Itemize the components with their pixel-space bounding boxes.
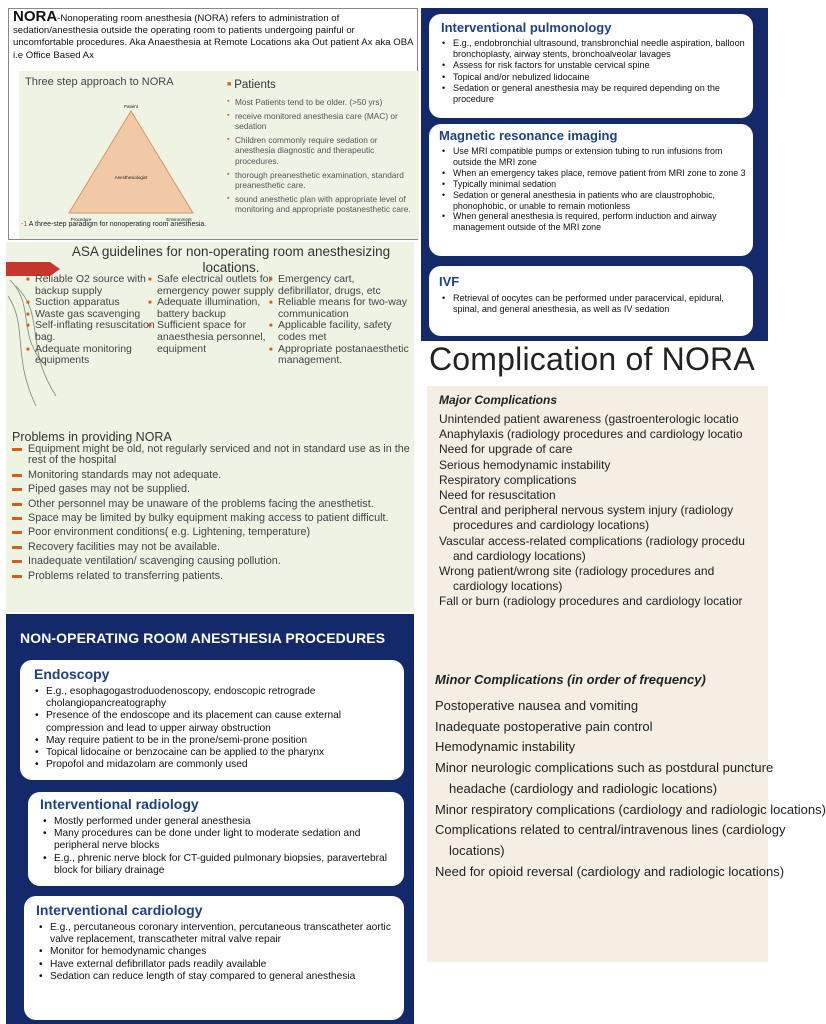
triangle-label-anesthesiologist: Anesthesiologist xyxy=(114,175,148,180)
three-step-triangle xyxy=(61,93,201,223)
list-item: ▬ Other personnel may be unaware of the problems facing the anesthetist. xyxy=(12,499,410,510)
minor-complications-list xyxy=(435,696,826,882)
radiology-title: Interventional radiology xyxy=(40,796,199,812)
mri-card xyxy=(429,124,753,256)
mri-list xyxy=(441,146,751,233)
triangle-label-patient: Patient xyxy=(123,104,139,109)
list-item: • Propofol and midazolam are commonly used xyxy=(34,759,396,771)
list-item: • Topical and/or nebulized lidocaine xyxy=(441,72,749,83)
list-item: • Sedation or general anesthesia in patients who are claustrophobic, phonophobic, or unable to remain motionless xyxy=(441,190,751,212)
list-item: ■ Suction apparatus xyxy=(26,297,156,309)
list-item: ■ Adequate monitoring equipments xyxy=(26,344,156,367)
problems-list xyxy=(12,444,410,585)
three-step-slide xyxy=(19,71,419,239)
list-item: Unintended patient awareness (gastroenterologic locatio xyxy=(439,412,739,426)
pulmonology-list xyxy=(441,38,749,105)
problems-title: Problems in providing NORA xyxy=(12,430,172,444)
list-item: procedures and cardiology locations) xyxy=(453,518,650,533)
list-item: Inadequate postoperative pain control xyxy=(435,718,653,734)
list-item: • Presence of the endoscope and its placement can cause external compression and lead to upper airway obstruction xyxy=(34,710,396,734)
list-item: • Have external defibrillator pads readily available xyxy=(38,959,398,971)
list-item: ▪ sound anesthetic plan with appropriate level of monitoring and appropriate postanesthetic care. xyxy=(227,194,417,215)
list-item: ■ Waste gas scavenging xyxy=(26,309,156,321)
list-item: Vascular access-related complications (radiology procedu xyxy=(439,533,745,548)
nora-acronym: NORA xyxy=(13,8,58,25)
list-item: Need for upgrade of care xyxy=(439,442,573,457)
list-item: ■ Applicable facility, safety codes met xyxy=(269,320,411,343)
list-item: ▬ Recovery facilities may not be available. xyxy=(12,542,410,553)
list-item: Fall or burn (radiology procedures and cardiology locatior xyxy=(439,594,743,609)
nora-definition: -Nonoperating room anesthesia (NORA) refers to administration of sedation/anesthesia outside the operating room to patients undergoing painful or uncomfortable procedures. Aka Anaesthesia at Remote Locations aka Out patient Ax aka OBA i.e Office Based Ax xyxy=(13,13,413,61)
pulmonology-card xyxy=(429,14,753,118)
list-item: and cardiology locations) xyxy=(453,548,586,563)
list-item: Hemodynamic instability xyxy=(435,739,576,755)
list-item: ▪ receive monitored anesthesia care (MAC) or sedation xyxy=(227,111,417,132)
list-item: ■ Appropriate postanaesthetic management. xyxy=(269,344,411,367)
list-item: Minor respiratory complications (cardiology and radiologic locations) xyxy=(435,801,826,817)
list-item: Need for opioid reversal (cardiology and radiologic locations) xyxy=(435,863,785,879)
ivf-card xyxy=(429,266,753,336)
nora-intro-text xyxy=(13,8,417,62)
list-item: ▬ Space may be limited by bulky equipment making access to patient difficult. xyxy=(12,513,410,524)
procedures-title: NON-OPERATING ROOM ANESTHESIA PROCEDURES xyxy=(20,630,386,646)
list-item: • E.g., esophagogastroduodenoscopy, endoscopic retrograde cholangiopancreatography xyxy=(34,686,396,710)
procedures-panel-right xyxy=(421,8,768,341)
list-item: ■ Self-inflating resuscitation bag. xyxy=(26,320,156,343)
list-item: cardiology locations) xyxy=(453,579,563,594)
major-complications-box xyxy=(427,386,826,962)
list-item: Need for resuscitation xyxy=(439,488,556,503)
list-item: • E.g., phrenic nerve block for CT-guided pulmonary biopsies, paravertebral block for biliary drainage xyxy=(42,853,398,877)
list-item: ▬ Problems related to transferring patients. xyxy=(12,571,410,582)
minor-complications-heading: Minor Complications (in order of frequency) xyxy=(435,672,706,687)
list-item: • Typically minimal sedation xyxy=(441,179,751,190)
list-item: • Assess for risk factors for unstable cervical spine xyxy=(441,60,749,71)
list-item: ▬ Equipment might be old, not regularly serviced and not in standard use as in the rest of the hospital xyxy=(12,444,410,467)
list-item: • Many procedures can be done under light to moderate sedation and peripheral nerve blocks xyxy=(42,828,398,852)
list-item: • May require patient to be in the prone/semi-prone position xyxy=(34,735,396,747)
endoscopy-card xyxy=(20,660,404,780)
asa-title: ASA guidelines for non-operating room anesthesizing locations. xyxy=(71,244,391,275)
asa-column-2 xyxy=(148,274,274,355)
ivf-title: IVF xyxy=(439,274,460,289)
list-item: Minor neurologic complications such as postdural puncture xyxy=(435,760,774,776)
list-item: ▬ Piped gases may not be supplied. xyxy=(12,484,410,495)
list-item: • Monitor for hemodynamic changes xyxy=(38,946,398,958)
pulmonology-title: Interventional pulmonology xyxy=(441,20,612,35)
list-item: Respiratory complications xyxy=(439,472,577,487)
list-item: ▪ Most Patients tend to be older. (>50 yrs) xyxy=(227,97,417,108)
list-item: ■ Sufficient space for anaesthesia personnel, equipment xyxy=(148,320,274,355)
list-item: ■ Adequate illumination, battery backup xyxy=(148,297,274,320)
mri-title: Magnetic resonance imaging xyxy=(439,128,618,143)
major-complications-heading: Major Complications xyxy=(439,393,558,407)
patients-list xyxy=(227,97,417,218)
ivf-list xyxy=(441,293,741,315)
cardiology-list xyxy=(38,922,398,983)
procedures-panel xyxy=(6,614,414,1024)
list-item: ▬ Poor environment conditions( e.g. Lightening, temperature) xyxy=(12,527,410,538)
list-item: • Sedation can reduce length of stay compared to general anesthesia xyxy=(38,971,398,983)
radiology-list xyxy=(42,816,398,877)
triangle-label-environment: Environment xyxy=(166,217,192,222)
list-item: Anaphylaxis (radiology procedures and cardiology locatio xyxy=(439,427,743,442)
caption-text: A three-step paradigm for nonoperating room anesthesia. xyxy=(27,221,207,228)
figure-caption xyxy=(21,221,206,228)
list-item: • Topical lidocaine or benzocaine can be applied to the pharynx xyxy=(34,747,396,759)
list-item: ▬ Monitoring standards may not adequate. xyxy=(12,470,410,481)
list-item: • When general anesthesia is required, perform induction and airway management outside of the MRI zone xyxy=(441,211,751,233)
list-item: Wrong patient/wrong site (radiology procedures and xyxy=(439,564,715,579)
list-item: Postoperative nausea and vomiting xyxy=(435,698,639,713)
list-item: ■ Reliable O2 source with backup supply xyxy=(26,274,156,297)
list-item: • Use MRI compatible pumps or extension tubing to run infusions from outside the MRI zone xyxy=(441,146,751,168)
asa-guidelines-panel xyxy=(6,242,414,414)
complications-panel xyxy=(427,341,826,1024)
radiology-card xyxy=(28,792,404,886)
list-item: • Mostly performed under general anesthesia xyxy=(42,816,398,828)
patients-heading: ■ Patients xyxy=(227,79,276,91)
list-item: • Sedation or general anesthesia may be required depending on the procedure xyxy=(441,83,749,105)
list-item: Central and peripheral nervous system injury (radiology xyxy=(439,503,734,518)
list-item: • E.g., endobronchial ultrasound, transbronchial needle aspiration, balloon bronchoplasty, airway stents, bronchoalveolar lavages xyxy=(441,38,749,60)
list-item: Complications related to central/intravenous lines (cardiology xyxy=(435,822,786,838)
major-complications-list xyxy=(439,412,768,610)
three-step-title: Three step approach to NORA xyxy=(25,76,174,88)
triangle-shape xyxy=(69,111,193,213)
endoscopy-list xyxy=(34,686,396,771)
endoscopy-title: Endoscopy xyxy=(34,666,110,682)
cardiology-title: Interventional cardiology xyxy=(36,902,203,918)
asa-column-1 xyxy=(26,274,156,367)
list-item: ■ Reliable means for two-way communication xyxy=(269,297,411,320)
list-item: ▪ thorough preanesthetic examination, standard preanesthetic care. xyxy=(227,170,417,191)
list-item: ■ Emergency cart, defibrillator, drugs, etc xyxy=(269,274,411,297)
list-item: headache (cardiology and radiologic locations) xyxy=(449,780,718,796)
caption-number: -1 xyxy=(21,221,28,228)
nora-intro-panel xyxy=(8,8,418,240)
complications-title: Complication of NORA xyxy=(429,341,755,377)
list-item: ▪ Children commonly require sedation or anesthesia diagnostic and therapeutic procedures. xyxy=(227,135,417,167)
cardiology-card xyxy=(24,896,404,1020)
list-item: locations) xyxy=(449,842,505,858)
problems-panel xyxy=(6,414,414,612)
list-item: ■ Safe electrical outlets for emergency power supply xyxy=(148,274,274,297)
triangle-label-procedure: Procedure xyxy=(70,217,92,222)
list-item: Serious hemodynamic instability xyxy=(439,457,611,472)
minor-complications-box xyxy=(427,668,826,888)
asa-column-3 xyxy=(269,274,411,367)
list-item: • E.g., percutaneous coronary intervention, percutaneous transcatheter aortic valve replacement, transcatheter mitral valve repair xyxy=(38,922,398,946)
list-item: • Retrieval of oocytes can be performed under paracervical, epidural, spinal, and general anesthesia, as well as IV sedation xyxy=(441,293,741,315)
list-item: • When an emergency takes place, remove patient from MRI zone to zone 3 xyxy=(441,168,751,179)
list-item: ▬ Inadequate ventilation/ scavenging causing pollution. xyxy=(12,556,410,567)
